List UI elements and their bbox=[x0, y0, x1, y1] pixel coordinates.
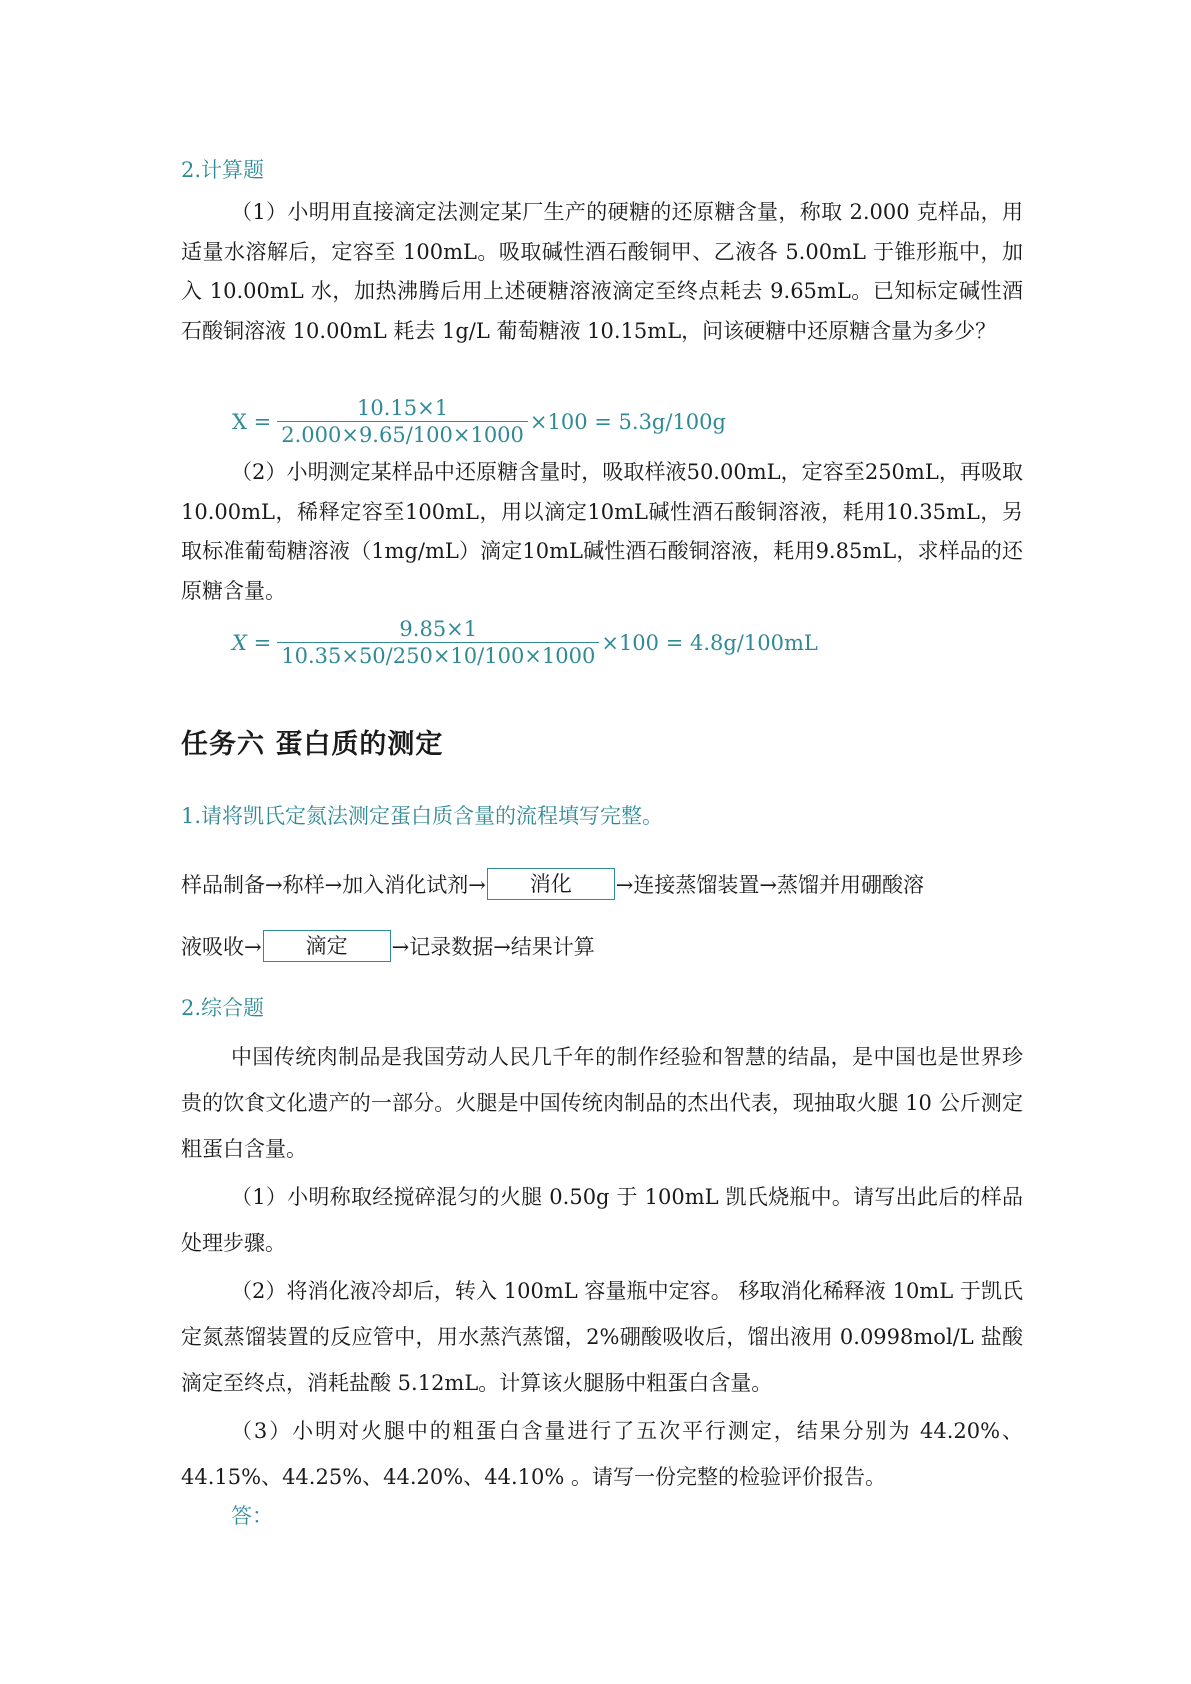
question-2-heading: 2.综合题 bbox=[181, 996, 265, 1020]
flow-line-1 bbox=[181, 868, 924, 900]
flow-1-text-after: →连接蒸馏装置→蒸馏并用硼酸溶 bbox=[615, 873, 924, 897]
answer-label: 答： bbox=[231, 1504, 273, 1528]
formula-2-rhs: ×100 = 4.8g/100mL bbox=[601, 630, 818, 655]
formula-2 bbox=[232, 617, 818, 668]
formula-2-lhs: X = bbox=[232, 630, 272, 655]
task-title: 任务六 蛋白质的测定 bbox=[181, 729, 444, 760]
formula-2-fraction bbox=[277, 617, 599, 668]
formula-1-numerator: 10.15×1 bbox=[357, 396, 449, 420]
question-1-heading: 1.请将凯氏定氮法测定蛋白质含量的流程填写完整。 bbox=[181, 804, 664, 828]
flow-2-text-after: →记录数据→结果计算 bbox=[391, 935, 595, 959]
formula-1-denominator: 2.000×9.65/100×1000 bbox=[277, 421, 528, 447]
calc-question-2: （2）小明测定某样品中还原糖含量时，吸取样液50.00mL，定容至250mL，再吸取10.00mL，稀释定容至100mL，用以滴定10mL碱性酒石酸铜溶液，耗用10.35mL，另取标准葡萄糖溶液（1mg/mL）滴定10mL碱性酒石酸铜溶液，耗用9.85mL，求样品的还原糖含量。 bbox=[181, 460, 1023, 603]
formula-2-numerator: 9.85×1 bbox=[399, 617, 478, 641]
comprehensive-intro: 中国传统肉制品是我国劳动人民几千年的制作经验和智慧的结晶，是中国也是世界珍贵的饮食文化遗产的一部分。火腿是中国传统肉制品的杰出代表，现抽取火腿 10 公斤测定粗蛋白含量。 bbox=[181, 1045, 1023, 1161]
comprehensive-part-3: （3）小明对火腿中的粗蛋白含量进行了五次平行测定，结果分别为 44.20%、44.15%、44.25%、44.20%、44.10% 。请写一份完整的检验评价报告。 bbox=[181, 1419, 1023, 1489]
flow-2-text-before: 液吸收→ bbox=[181, 935, 262, 959]
comprehensive-part-2: （2）将消化液冷却后，转入 100mL 容量瓶中定容。 移取消化稀释液 10mL 于凯氏定氮蒸馏装置的反应管中，用水蒸汽蒸馏，2%硼酸吸收后，馏出液用 0.0998mol/L 盐酸滴定至终点，消耗盐酸 5.12mL。计算该火腿肠中粗蛋白含量。 bbox=[181, 1279, 1023, 1395]
calc-question-1: （1）小明用直接滴定法测定某厂生产的硬糖的还原糖含量，称取 2.000 克样品，用适量水溶解后，定容至 100mL。吸取碱性酒石酸铜甲、乙液各 5.00mL 于锥形瓶中，加入 10.00mL 水，加热沸腾后用上述硬糖溶液滴定至终点耗去 9.65mL。已知标定碱性酒石酸铜溶液 10.00mL 耗去 1g/L 葡萄糖液 10.15mL，问该硬糖中还原糖含量为多少？ bbox=[181, 200, 1023, 343]
formula-1-rhs: ×100 = 5.3g/100g bbox=[529, 409, 726, 434]
formula-1-lhs: X = bbox=[232, 409, 272, 434]
flow-answer-box-digestion: 消化 bbox=[487, 868, 615, 900]
formula-1-fraction bbox=[277, 396, 528, 447]
flow-answer-box-titration: 滴定 bbox=[263, 930, 391, 962]
formula-1 bbox=[232, 396, 726, 447]
flow-1-text-before: 样品制备→称样→加入消化试剂→ bbox=[181, 873, 486, 897]
comprehensive-part-1: （1）小明称取经搅碎混匀的火腿 0.50g 于 100mL 凯氏烧瓶中。请写出此后的样品处理步骤。 bbox=[181, 1185, 1023, 1255]
calc-heading: 2.计算题 bbox=[181, 158, 265, 182]
formula-2-denominator: 10.35×50/250×10/100×1000 bbox=[277, 642, 599, 668]
flow-line-2 bbox=[181, 930, 595, 962]
